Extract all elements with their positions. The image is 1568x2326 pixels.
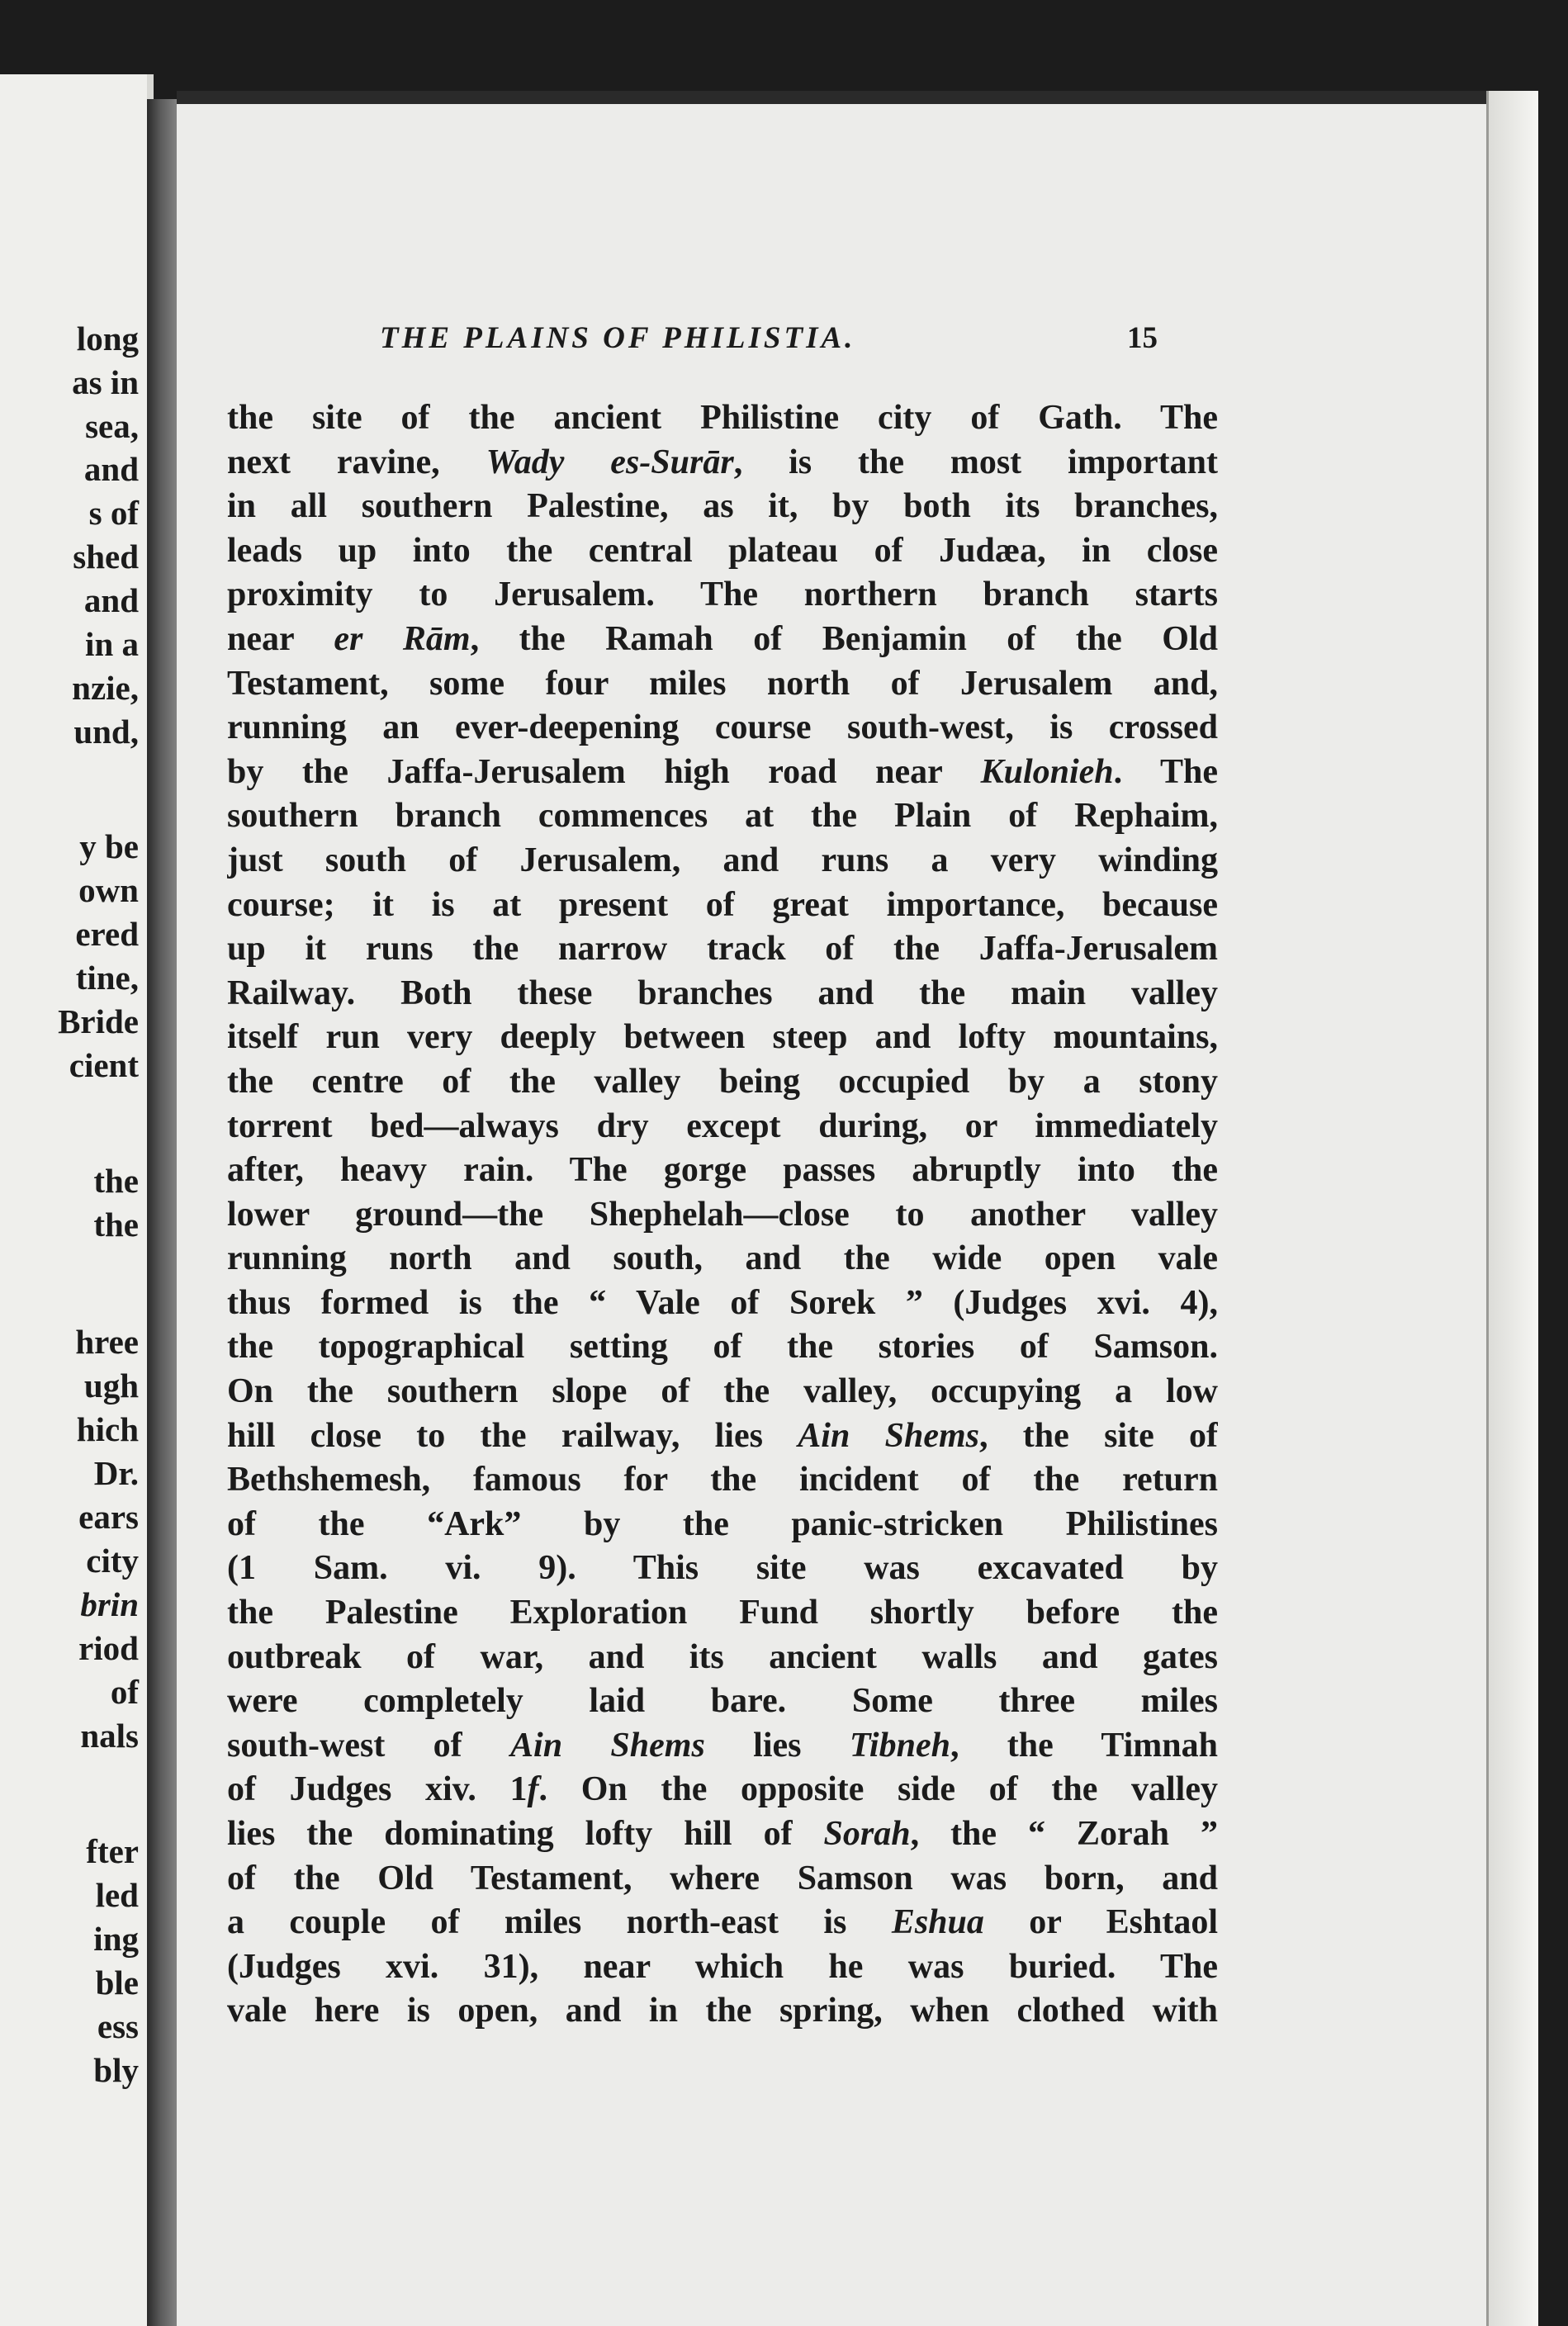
left-page-fragment-line: ble [95,1964,139,2001]
text-line [227,839,1218,884]
text-line [227,1060,1218,1105]
text-line [227,618,1218,662]
text-run: thus formed is the “ Vale of Sorek ” (Judges xvi. 4), [227,1283,1218,1322]
left-page-fragment-line: the [93,1162,139,1200]
text-line [227,1414,1218,1459]
text-line [227,1016,1218,1060]
text-run: , the site of [978,1416,1218,1455]
text-run: near [227,619,334,658]
text-line [227,1503,1218,1547]
text-line [227,1636,1218,1680]
text-run: by the Jaffa-Jerusalem high road near [227,752,981,791]
text-run: running north and south, and the wide open vale [227,1239,1218,1278]
italic-text: Tibneh [849,1726,950,1765]
text-run: (Judges xvi. 31), near which he was buried. The [227,1947,1218,1986]
text-line [227,1193,1218,1238]
text-run: . The [1113,752,1218,791]
text-line [227,706,1218,751]
text-line [227,1812,1218,1857]
left-page-fragment [0,74,154,2326]
text-line [227,1901,1218,1945]
left-page-fragment-line: fter [86,1832,139,1870]
text-run: outbreak of war, and its ancient walls and gates [227,1637,1218,1676]
italic-text: Wady es-Surār [486,443,734,481]
text-run: , is the most important [733,443,1218,481]
text-run: leads up into the central plateau of Judæa, in close [227,531,1218,570]
text-run: On the southern slope of the valley, occupying a low [227,1372,1218,1411]
text-line [227,529,1218,574]
text-run: a couple of miles north-east is [227,1903,892,1942]
left-page-fragment-line: Bride [58,1002,139,1040]
left-page-fragment-line: led [95,1876,139,1914]
text-run: after, heavy rain. The gorge passes abruptly into the [227,1151,1218,1190]
left-page-fragment-line: hich [76,1410,139,1448]
text-run: lower ground—the Shephelah—close to another valley [227,1195,1218,1234]
text-run: course; it is at present of great importance, because [227,885,1218,924]
text-line [227,972,1218,1016]
text-line [227,1370,1218,1414]
text-run: torrent bed—always dry except during, or immediately [227,1106,1218,1145]
text-run: hill close to the railway, lies [227,1416,798,1455]
text-line [227,1768,1218,1812]
text-line [227,1325,1218,1370]
book-gutter [147,99,180,2326]
text-line [227,794,1218,839]
text-run: south-west of [227,1726,511,1765]
text-run: of the Old Testament, where Samson was born, and [227,1859,1218,1897]
text-run: southern branch commences at the Plain of Rephaim, [227,797,1218,836]
left-page-fragment-line: of [110,1673,139,1711]
left-page-fragment-line: ess [97,2007,139,2045]
text-line [227,1547,1218,1591]
text-line [227,1945,1218,1990]
text-run: Testament, some four miles north of Jerusalem and, [227,664,1218,703]
text-run: the site of the ancient Philistine city of Gath. The [227,399,1218,437]
text-run: Railway. Both these branches and the main valley [227,974,1218,1012]
text-line [227,1149,1218,1193]
left-page-fragment-line: hree [75,1323,139,1361]
left-page-fragment-line: long [76,320,139,358]
left-page-fragment-line: own [78,871,139,909]
italic-text: f [527,1770,539,1809]
left-page-fragment-line: cient [69,1046,139,1084]
text-line [227,1237,1218,1281]
left-page-fragment-line: s of [88,494,139,532]
left-page-fragment-line: the [93,1206,139,1244]
italic-text: Ain Shems [510,1726,705,1765]
left-page-fragment-line: y be [79,827,139,865]
text-run: of Judges xiv. 1 [227,1770,528,1809]
text-run: proximity to Jerusalem. The northern branch starts [227,576,1218,614]
text-line [227,1105,1218,1149]
text-line [227,1281,1218,1326]
text-run: the Palestine Exploration Fund shortly before the [227,1594,1218,1632]
text-run: just south of Jerusalem, and runs a very winding [227,841,1218,879]
text-run: next ravine, [227,443,486,481]
text-run: of the “Ark” by the panic-stricken Philistines [227,1504,1218,1543]
page-number: 15 [1127,321,1158,355]
text-line [227,1591,1218,1636]
text-run: Bethshemesh, famous for the incident of the return [227,1461,1218,1499]
left-page-fragment-line: in a [85,625,139,663]
text-line [227,662,1218,707]
italic-text: Eshua [891,1903,984,1942]
text-line [227,573,1218,618]
text-run: vale here is open, and in the spring, when clothed with [227,1992,1218,2030]
text-run: itself run very deeply between steep and lofty mountains, [227,1018,1218,1057]
left-page-fragment-line: as in [72,363,139,401]
left-page-fragment-line: and [83,450,139,488]
left-page-fragment-line: und, [73,713,139,751]
text-line [227,1989,1218,2034]
left-page-fragment-line: and [83,581,139,619]
left-page-fragment-line: bly [93,2051,139,2089]
left-page-fragment-line: sea, [85,407,139,445]
left-page-fragment-line: nals [80,1717,139,1755]
left-page-fragment-line: ugh [83,1367,139,1405]
text-line [227,1679,1218,1724]
left-page-fragment-line: ing [93,1920,139,1958]
text-run: or Eshtaol [983,1903,1218,1942]
left-page-fragment-line: shed [73,538,139,576]
text-run: up it runs the narrow track of the Jaffa-Jerusalem [227,930,1218,969]
text-run: . On the opposite side of the valley [538,1770,1218,1809]
text-run: lies [704,1726,850,1765]
text-line [227,441,1218,486]
left-page-fragment-line: brin [80,1585,139,1623]
text-run: (1 Sam. vi. 9). This site was excavated by [227,1549,1218,1588]
italic-text: er Rām [334,619,471,658]
text-line [227,751,1218,795]
italic-text: Sorah [823,1815,911,1853]
text-line [227,1857,1218,1902]
text-line [227,1724,1218,1769]
text-run: the topographical setting of the stories of Samson. [227,1328,1218,1367]
left-page-fragment-line: ered [75,915,139,953]
text-run: running an ever-deepening course south-west, is crossed [227,708,1218,747]
left-page-fragment-line: nzie, [72,669,139,707]
italic-text: Ain Shems [798,1416,979,1455]
text-line [227,1458,1218,1503]
text-line [227,485,1218,529]
italic-text: Kulonieh [980,752,1114,791]
text-run: the centre of the valley being occupied by a stony [227,1062,1218,1101]
text-line [227,884,1218,928]
left-page-fragment-line: city [86,1542,139,1580]
left-page-fragment-line: riod [78,1629,139,1667]
page-edge [1486,91,1538,2326]
text-run: lies the dominating lofty hill of [227,1815,824,1853]
text-run: in all southern Palestine, as it, by both its branches, [227,487,1218,526]
text-run: were completely laid bare. Some three miles [227,1682,1218,1721]
left-page-fragment-line: tine, [75,959,139,997]
text-line [227,396,1218,441]
text-run: , the Timnah [950,1726,1218,1765]
body-text [227,396,1218,2034]
left-page-fragment-line: ears [78,1498,139,1536]
text-run: , the “ Zorah ” [910,1815,1218,1853]
running-head: THE PLAINS OF PHILISTIA. [380,321,856,355]
text-run: , the Ramah of Benjamin of the Old [470,619,1218,658]
text-line [227,927,1218,972]
left-page-fragment-line: Dr. [93,1454,139,1492]
